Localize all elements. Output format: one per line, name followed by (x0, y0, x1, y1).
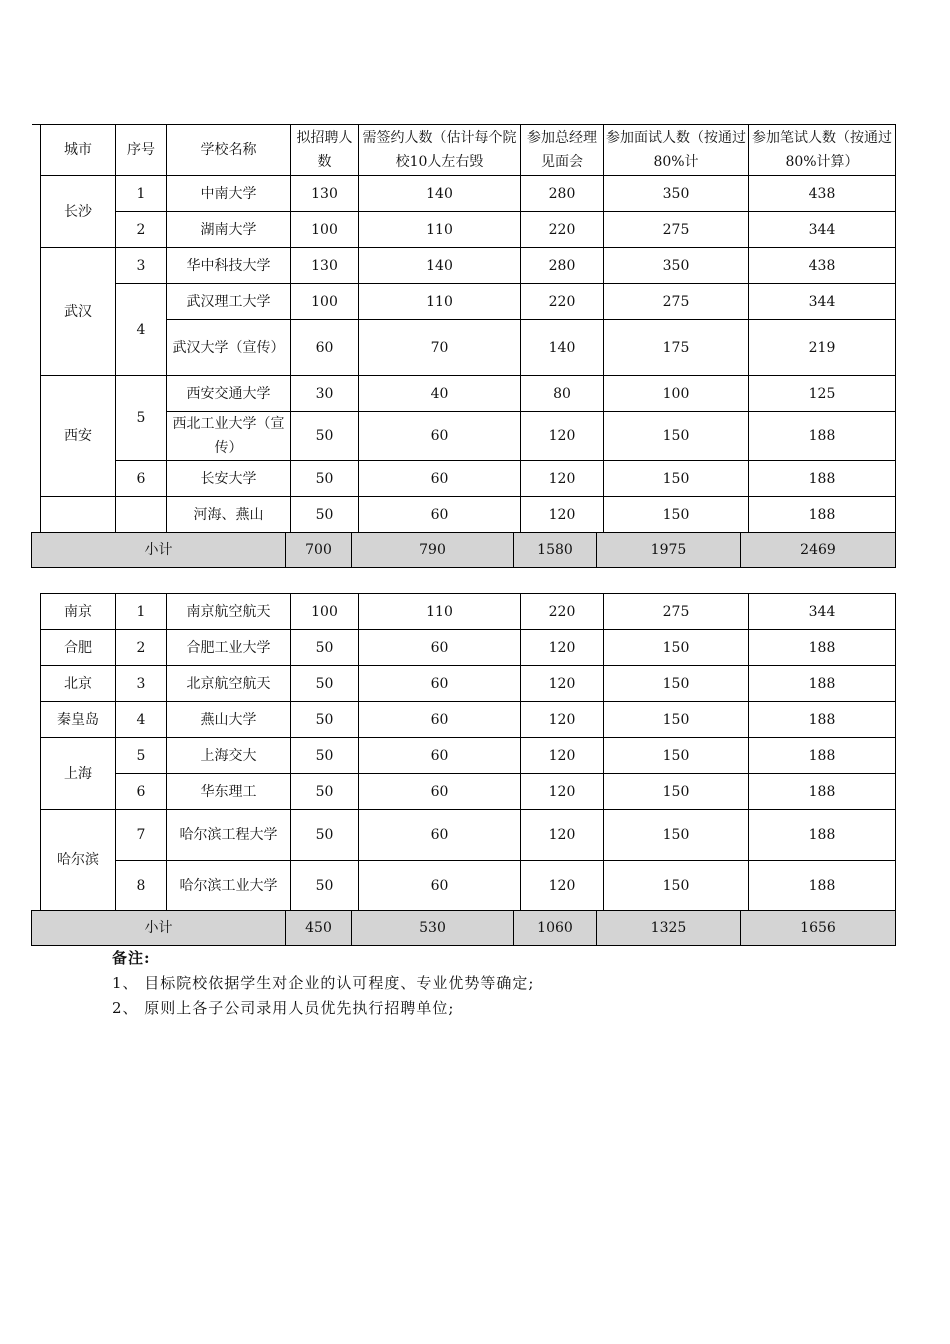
meeting-cell: 120 (521, 461, 604, 497)
interview-cell: 100 (604, 376, 749, 412)
planned-cell: 30 (291, 376, 359, 412)
written-cell: 125 (749, 376, 896, 412)
subtotal-table-2 (31, 910, 896, 946)
planned-cell: 100 (291, 212, 359, 248)
sign-cell: 140 (359, 248, 521, 284)
written-cell: 188 (749, 412, 896, 461)
col-header-seq: 序号 (116, 125, 167, 176)
seq-cell: 1 (116, 176, 167, 212)
col-header-interview: 参加面试人数（按通过80%计 (604, 125, 749, 176)
meeting-cell: 120 (521, 861, 604, 911)
table-row (41, 376, 896, 412)
planned-cell: 50 (291, 861, 359, 911)
interview-cell: 150 (604, 461, 749, 497)
interview-cell: 275 (604, 284, 749, 320)
interview-cell: 350 (604, 248, 749, 284)
seq-cell: 2 (116, 212, 167, 248)
table-row (41, 810, 896, 861)
interview-cell: 150 (604, 861, 749, 911)
school-cell: 华中科技大学 (167, 248, 291, 284)
subtotal-planned: 450 (286, 911, 352, 946)
header-row (41, 125, 896, 176)
subtotal-row (32, 911, 896, 946)
written-cell: 188 (749, 461, 896, 497)
school-cell: 燕山大学 (167, 702, 291, 738)
subtotal-planned: 700 (286, 533, 352, 568)
school-cell: 哈尔滨工程大学 (167, 810, 291, 861)
subtotal-sign: 790 (352, 533, 514, 568)
meeting-cell: 120 (521, 738, 604, 774)
subtotal-interview: 1325 (597, 911, 741, 946)
subtotal-row (32, 533, 896, 568)
table-row (41, 497, 896, 533)
seq-cell: 5 (116, 376, 167, 461)
interview-cell: 275 (604, 594, 749, 630)
col-header-sign: 需签约人数（估计每个院校10人左右毁 (359, 125, 521, 176)
interview-cell: 150 (604, 497, 749, 533)
recruitment-table-1 (40, 124, 896, 533)
seq-cell: 3 (116, 666, 167, 702)
seq-cell: 3 (116, 248, 167, 284)
written-cell: 344 (749, 212, 896, 248)
meeting-cell: 120 (521, 774, 604, 810)
seq-cell: 7 (116, 810, 167, 861)
meeting-cell: 120 (521, 810, 604, 861)
meeting-cell: 120 (521, 702, 604, 738)
interview-cell: 150 (604, 412, 749, 461)
col-header-city: 城市 (41, 125, 116, 176)
margin-mark (32, 124, 40, 125)
interview-cell: 150 (604, 810, 749, 861)
interview-cell: 150 (604, 702, 749, 738)
school-cell: 华东理工 (167, 774, 291, 810)
school-cell: 长安大学 (167, 461, 291, 497)
written-cell: 438 (749, 176, 896, 212)
school-cell: 中南大学 (167, 176, 291, 212)
meeting-cell: 280 (521, 248, 604, 284)
interview-cell: 150 (604, 630, 749, 666)
city-cell (41, 497, 116, 533)
sign-cell: 140 (359, 176, 521, 212)
seq-cell (116, 497, 167, 533)
subtotal-table-1 (31, 532, 896, 568)
meeting-cell: 120 (521, 630, 604, 666)
recruitment-table-2 (40, 593, 896, 911)
school-cell: 西北工业大学（宣传） (167, 412, 291, 461)
city-cell: 上海 (41, 738, 116, 810)
written-cell: 438 (749, 248, 896, 284)
written-cell: 344 (749, 594, 896, 630)
col-header-planned: 拟招聘人数 (291, 125, 359, 176)
subtotal-written: 1656 (741, 911, 896, 946)
planned-cell: 50 (291, 702, 359, 738)
planned-cell: 60 (291, 320, 359, 376)
meeting-cell: 220 (521, 284, 604, 320)
city-cell: 合肥 (41, 630, 116, 666)
sign-cell: 60 (359, 861, 521, 911)
interview-cell: 150 (604, 774, 749, 810)
interview-cell: 150 (604, 666, 749, 702)
interview-cell: 150 (604, 738, 749, 774)
school-cell: 北京航空航天 (167, 666, 291, 702)
school-cell: 上海交大 (167, 738, 291, 774)
planned-cell: 50 (291, 774, 359, 810)
written-cell: 188 (749, 497, 896, 533)
written-cell: 188 (749, 810, 896, 861)
seq-cell: 6 (116, 774, 167, 810)
planned-cell: 100 (291, 594, 359, 630)
table-row (41, 212, 896, 248)
col-header-meeting: 参加总经理见面会 (521, 125, 604, 176)
seq-cell: 4 (116, 702, 167, 738)
sign-cell: 70 (359, 320, 521, 376)
col-header-written: 参加笔试人数（按通过80%计算） (749, 125, 896, 176)
table-row (41, 412, 896, 461)
seq-cell: 5 (116, 738, 167, 774)
written-cell: 188 (749, 702, 896, 738)
subtotal-written: 2469 (741, 533, 896, 568)
notes-section (112, 946, 534, 1021)
interview-cell: 350 (604, 176, 749, 212)
city-cell: 武汉 (41, 248, 116, 376)
table-row (41, 774, 896, 810)
note-item: 2、 原则上各子公司录用人员优先执行招聘单位; (112, 999, 455, 1017)
city-cell: 秦皇岛 (41, 702, 116, 738)
sign-cell: 60 (359, 412, 521, 461)
sign-cell: 60 (359, 774, 521, 810)
table-row (41, 630, 896, 666)
school-cell: 哈尔滨工业大学 (167, 861, 291, 911)
written-cell: 188 (749, 630, 896, 666)
sign-cell: 60 (359, 497, 521, 533)
table-row (41, 666, 896, 702)
meeting-cell: 280 (521, 176, 604, 212)
seq-cell: 6 (116, 461, 167, 497)
table-row (41, 248, 896, 284)
sign-cell: 110 (359, 594, 521, 630)
sign-cell: 110 (359, 212, 521, 248)
written-cell: 344 (749, 284, 896, 320)
sign-cell: 60 (359, 702, 521, 738)
subtotal-meeting: 1580 (514, 533, 597, 568)
sign-cell: 40 (359, 376, 521, 412)
sign-cell: 60 (359, 810, 521, 861)
school-cell: 武汉大学（宣传） (167, 320, 291, 376)
planned-cell: 100 (291, 284, 359, 320)
table-row (41, 861, 896, 911)
table-row (41, 461, 896, 497)
sign-cell: 60 (359, 666, 521, 702)
seq-cell: 4 (116, 284, 167, 376)
seq-cell: 8 (116, 861, 167, 911)
table-row (41, 594, 896, 630)
interview-cell: 275 (604, 212, 749, 248)
subtotal-sign: 530 (352, 911, 514, 946)
written-cell: 219 (749, 320, 896, 376)
planned-cell: 50 (291, 461, 359, 497)
city-cell: 南京 (41, 594, 116, 630)
planned-cell: 130 (291, 176, 359, 212)
sign-cell: 60 (359, 738, 521, 774)
school-cell: 武汉理工大学 (167, 284, 291, 320)
planned-cell: 50 (291, 497, 359, 533)
school-cell: 南京航空航天 (167, 594, 291, 630)
notes-title: 备注: (112, 949, 151, 967)
meeting-cell: 140 (521, 320, 604, 376)
table-row (41, 284, 896, 320)
subtotal-label: 小计 (32, 911, 286, 946)
sign-cell: 60 (359, 630, 521, 666)
sign-cell: 110 (359, 284, 521, 320)
subtotal-interview: 1975 (597, 533, 741, 568)
meeting-cell: 220 (521, 594, 604, 630)
school-cell: 河海、燕山 (167, 497, 291, 533)
city-cell: 西安 (41, 376, 116, 497)
table-row (41, 738, 896, 774)
meeting-cell: 80 (521, 376, 604, 412)
planned-cell: 50 (291, 630, 359, 666)
written-cell: 188 (749, 666, 896, 702)
sign-cell: 60 (359, 461, 521, 497)
seq-cell: 2 (116, 630, 167, 666)
city-cell: 北京 (41, 666, 116, 702)
school-cell: 湖南大学 (167, 212, 291, 248)
table-row (41, 702, 896, 738)
planned-cell: 50 (291, 810, 359, 861)
subtotal-meeting: 1060 (514, 911, 597, 946)
interview-cell: 175 (604, 320, 749, 376)
written-cell: 188 (749, 738, 896, 774)
meeting-cell: 220 (521, 212, 604, 248)
col-header-school: 学校名称 (167, 125, 291, 176)
planned-cell: 50 (291, 738, 359, 774)
school-cell: 合肥工业大学 (167, 630, 291, 666)
planned-cell: 130 (291, 248, 359, 284)
planned-cell: 50 (291, 412, 359, 461)
city-cell: 长沙 (41, 176, 116, 248)
meeting-cell: 120 (521, 666, 604, 702)
written-cell: 188 (749, 774, 896, 810)
written-cell: 188 (749, 861, 896, 911)
seq-cell: 1 (116, 594, 167, 630)
meeting-cell: 120 (521, 497, 604, 533)
table-row (41, 320, 896, 376)
meeting-cell: 120 (521, 412, 604, 461)
note-item: 1、 目标院校依据学生对企业的认可程度、专业优势等确定; (112, 974, 535, 992)
planned-cell: 50 (291, 666, 359, 702)
table-row (41, 176, 896, 212)
school-cell: 西安交通大学 (167, 376, 291, 412)
subtotal-label: 小计 (32, 533, 286, 568)
city-cell: 哈尔滨 (41, 810, 116, 911)
